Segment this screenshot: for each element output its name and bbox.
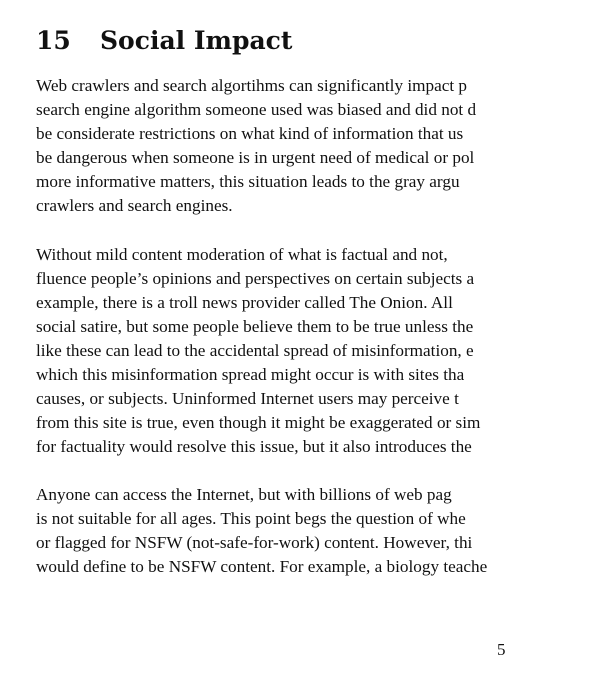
paragraph-line: social satire, but some people believe them to be true unless the: [36, 317, 474, 336]
section-title: Social Impact: [100, 26, 293, 55]
paragraph-nsfw-content: [36, 483, 589, 579]
paragraph-line: fluence people’s opinions and perspectives on certain subjects a: [36, 269, 475, 288]
paragraph-line: which this misinformation spread might occur is with sites tha: [36, 365, 465, 384]
paragraph-line: or flagged for NSFW (not-safe-for-work) content. However, thi: [36, 533, 473, 552]
paragraph-line: Anyone can access the Internet, but with billions of web pag: [36, 485, 452, 504]
paragraph-line: be considerate restrictions on what kind of information that us: [36, 124, 464, 143]
paragraph-line: is not suitable for all ages. This point begs the question of whe: [36, 509, 466, 528]
section-heading: [36, 24, 292, 58]
section-number: 15: [36, 26, 71, 55]
paragraph-line: example, there is a troll news provider called The Onion. All: [36, 293, 453, 312]
paragraph-line: Web crawlers and search algortihms can significantly impact p: [36, 76, 468, 95]
paragraph-web-crawlers-impact: [36, 74, 589, 218]
paragraph-line: crawlers and search engines.: [36, 196, 233, 215]
paragraph-line: search engine algorithm someone used was biased and did not d: [36, 100, 477, 119]
paragraph-content-moderation: [36, 243, 589, 459]
paragraph-line: more informative matters, this situation leads to the gray argu: [36, 172, 460, 191]
paragraph-line: like these can lead to the accidental spread of misinformation, e: [36, 341, 474, 360]
page-number: 5: [497, 640, 506, 659]
paragraph-line: from this site is true, even though it might be exaggerated or sim: [36, 413, 481, 432]
paragraph-line: Without mild content moderation of what is factual and not,: [36, 245, 448, 264]
paragraph-line: causes, or subjects. Uninformed Internet users may perceive t: [36, 389, 459, 408]
paragraph-line: for factuality would resolve this issue, but it also introduces the: [36, 437, 472, 456]
paragraph-line: be dangerous when someone is in urgent need of medical or pol: [36, 148, 475, 167]
paragraph-line: would define to be NSFW content. For example, a biology teache: [36, 557, 488, 576]
